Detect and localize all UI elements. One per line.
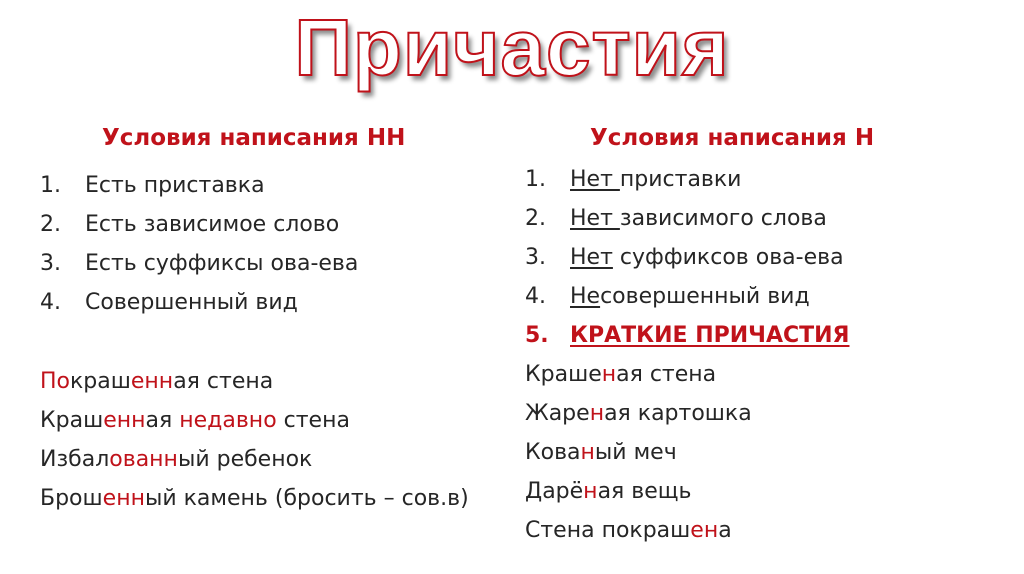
n-heading: Условия написания Н xyxy=(590,125,875,151)
condition-text: приставки xyxy=(619,167,742,192)
highlighted-letters: н xyxy=(583,479,598,504)
example-text: краш xyxy=(70,369,131,394)
example-text: Кова xyxy=(525,440,581,465)
condition-text: зависимого слова xyxy=(619,206,827,231)
example-text: ый ребенок xyxy=(177,447,313,472)
underlined-negation: Не xyxy=(570,284,601,309)
underlined-negation: Нет xyxy=(570,167,620,192)
slide-title: Причастия xyxy=(294,3,730,92)
example-text: а xyxy=(718,518,732,543)
n-examples xyxy=(525,355,1005,550)
example-text: ая вещь xyxy=(597,479,692,504)
short-participles-item xyxy=(525,316,1005,355)
list-number: 1. xyxy=(40,173,61,198)
example-text: Стена покраш xyxy=(525,518,691,543)
example-phrase xyxy=(40,440,510,479)
underlined-negation: Нет xyxy=(570,245,613,270)
highlighted-letters: н xyxy=(589,401,605,426)
n-condition-item xyxy=(525,160,1005,199)
n-condition-item xyxy=(525,238,1005,277)
list-number: 1. xyxy=(525,167,546,192)
condition-text: Есть зависимое слово xyxy=(85,212,340,237)
underlined-negation: Нет xyxy=(570,206,620,231)
list-number: 3. xyxy=(40,251,61,276)
example-phrase xyxy=(40,479,510,518)
example-text: ая стена xyxy=(616,362,717,387)
condition-text: Есть суффиксы ова-ева xyxy=(85,251,359,276)
highlighted-letters: н xyxy=(601,362,617,387)
example-phrase xyxy=(40,401,510,440)
nn-examples xyxy=(40,362,510,518)
example-text: Жаре xyxy=(525,401,590,426)
example-phrase xyxy=(525,355,1005,394)
example-phrase xyxy=(525,433,1005,472)
nn-conditions-column xyxy=(40,122,510,518)
nn-conditions-list xyxy=(40,166,510,322)
example-phrase xyxy=(40,362,510,401)
example-phrase xyxy=(525,511,1005,550)
example-text: ый камень (бросить – сов.в) xyxy=(144,486,469,511)
list-number: 2. xyxy=(40,212,61,237)
example-text: Брош xyxy=(40,486,103,511)
condition-text: Есть приставка xyxy=(85,173,265,198)
highlighted-letters: енн xyxy=(130,369,174,394)
list-number: 5. xyxy=(525,323,549,348)
list-number: 4. xyxy=(525,284,546,309)
example-text: Краш xyxy=(40,408,104,433)
highlighted-letters: ен xyxy=(690,518,719,543)
nn-condition-item xyxy=(40,205,510,244)
example-text: ый меч xyxy=(594,440,677,465)
n-condition-item xyxy=(525,277,1005,316)
nn-condition-item xyxy=(40,283,510,322)
example-phrase xyxy=(525,472,1005,511)
list-number: 2. xyxy=(525,206,546,231)
nn-condition-item xyxy=(40,244,510,283)
condition-text: суффиксов ова-ева xyxy=(612,245,844,270)
example-text: Дарё xyxy=(525,479,584,504)
list-number: 4. xyxy=(40,290,61,315)
highlighted-letters: н xyxy=(580,440,595,465)
example-text: ая xyxy=(145,408,180,433)
example-text: стена xyxy=(276,408,350,433)
n-conditions-column xyxy=(525,122,1005,550)
nn-heading: Условия написания НН xyxy=(102,125,406,151)
example-text: Краше xyxy=(525,362,602,387)
highlighted-letters: По xyxy=(40,369,71,394)
example-text: ая стена xyxy=(173,369,274,394)
condition-text: совершенный вид xyxy=(600,284,810,309)
example-text: Избал xyxy=(40,447,110,472)
highlighted-letters: ованн xyxy=(109,447,178,472)
highlighted-letters: енн xyxy=(102,486,145,511)
example-phrase xyxy=(525,394,1005,433)
n-condition-item xyxy=(525,199,1005,238)
nn-condition-item xyxy=(40,166,510,205)
list-number: 3. xyxy=(525,245,546,270)
n-conditions-list xyxy=(525,160,1005,355)
short-participles-label: КРАТКИЕ ПРИЧАСТИЯ xyxy=(570,323,850,348)
highlighted-letters: енн xyxy=(103,408,146,433)
example-text: ая картошка xyxy=(604,401,752,426)
highlighted-letters: недавно xyxy=(179,408,277,433)
condition-text: Совершенный вид xyxy=(85,290,298,315)
